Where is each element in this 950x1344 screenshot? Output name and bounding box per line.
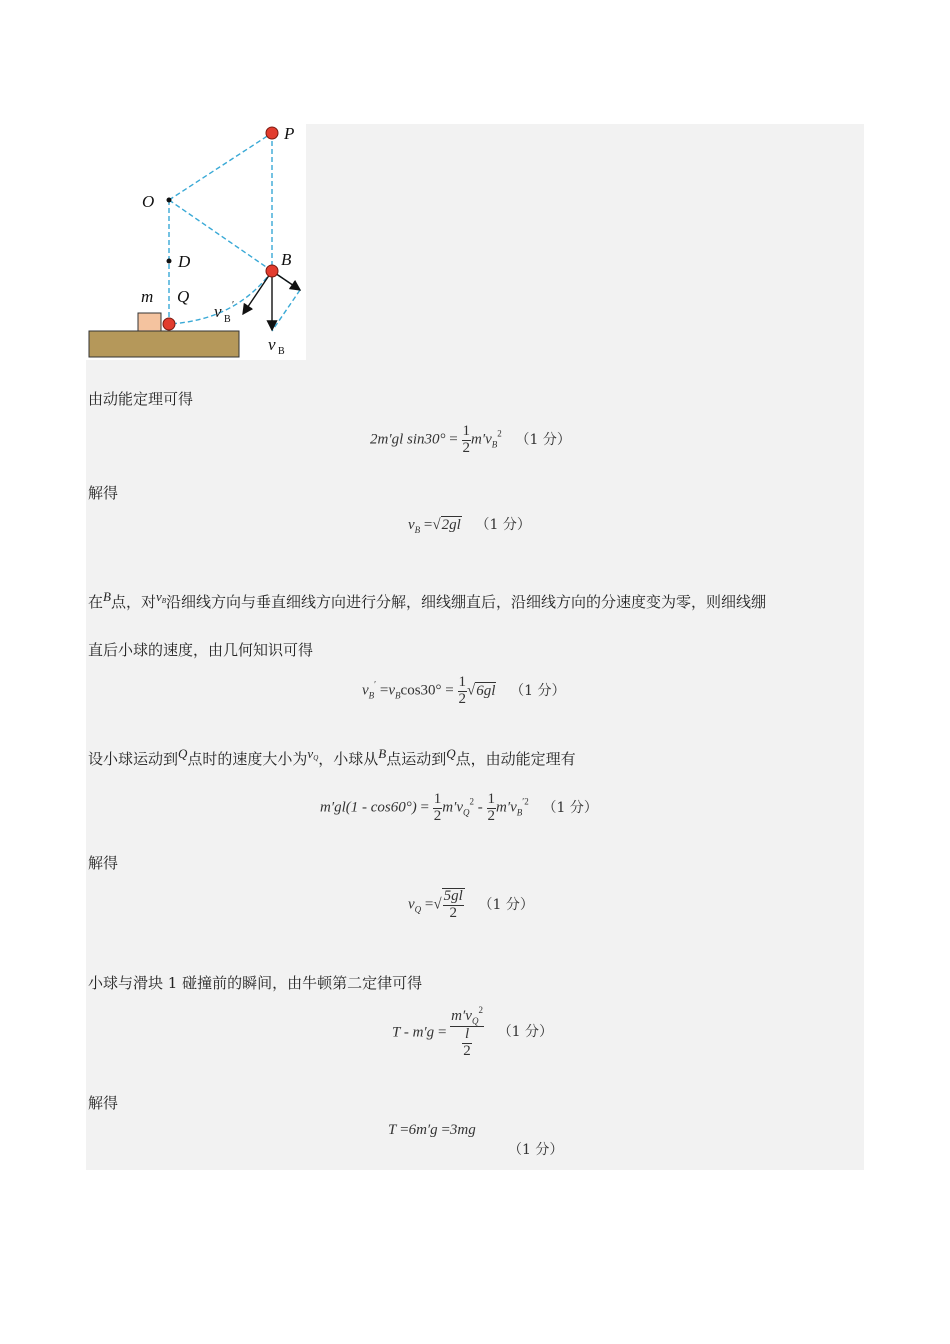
eq6-num-text: m′v [451,1008,472,1024]
equation-6 [392,1006,553,1060]
eq2-score: （1 分） [475,517,531,533]
eq1-rhs: m′v [471,431,492,448]
eq5-fraction [443,889,464,922]
ground-block [89,331,239,357]
eq1-fraction [462,424,472,457]
eq5-equals: = [424,896,434,913]
equation-5: $v_Q$ =√ $\frac{5gl}{2}$ （1 分） [408,888,534,921]
eq4-term2-sub: B [516,807,523,818]
equation-2: $v_B =√2gl$ （1 分） [408,517,531,535]
p5-part-a: 设小球运动到 [88,750,179,768]
label-Q: Q [177,287,190,306]
eq4-lhs: m′gl(1 - cos60°) [320,799,417,816]
eq4-term1: m′v [442,799,464,816]
dash-O-P [169,133,272,200]
slider-block-m [138,313,161,331]
eq3-fraction [458,675,468,708]
p3-symbol-vB [156,589,166,604]
eq3-den: 2 [458,690,466,707]
p3-part-a: 在 [88,593,104,611]
label-vB-prime-sub: B [224,314,231,325]
equation-7 [388,1122,476,1139]
eq4-den2: 2 [487,807,496,824]
equation-4 [320,792,598,825]
eq6-equals: = [437,1024,447,1041]
text-set-vQ [88,746,576,769]
p5-part-d: 点运动到 [386,750,447,768]
eq3-equals-1: = [379,682,389,699]
p3-symbol-v-sub: B [161,597,167,605]
eq6-num [450,1006,484,1027]
eq1-rhs-sup: 2 [497,428,502,439]
eq6-lhs: T - m′g [392,1024,435,1041]
eq2-equals: = [423,517,433,533]
point-D [167,259,172,264]
p3-symbol-v: v [155,589,162,604]
eq3-equals-2: = [445,682,454,699]
p5-symbol-B: B [378,746,387,761]
p3-part-c: 沿细线方向与垂直细线方向进行分解，细线绷直后，沿细线方向的分速度变为零，则细线绷 [166,593,767,611]
eq5-lhs: v [408,896,415,913]
eq7-equals-2: = [441,1122,450,1138]
eq4-num1: 1 [433,791,442,807]
p5-symbol-v: v [307,746,314,761]
text-kinetic-theorem-1: 由动能定理可得 [88,390,194,408]
eq3-mid-sub: B [395,690,401,701]
label-D: D [178,252,191,271]
label-vB: v [268,335,276,354]
text-geometry: 直后小球的速度，由几何知识可得 [88,641,314,659]
eq3-root: 6gl [476,682,496,699]
eq2-lhs-sub: B [414,525,421,535]
eq3-score: （1 分） [510,682,566,699]
label-P: P [284,124,295,143]
eq6-den-den: 2 [463,1043,471,1060]
eq1-den: 2 [462,439,471,456]
eq3-lhs-mark: ′ [374,679,377,690]
equation-1 [370,424,571,457]
eq2-root: 2gl [441,517,461,533]
eq5-score: （1 分） [478,896,534,913]
p5-part-c: ，小球从 [318,750,379,768]
label-vB-prime-mark: ′ [232,300,235,311]
eq7-rhs: 3mg [449,1122,476,1138]
equation-3: $v_B' =v_B\cos 30^\circ$ = $\frac{1}{2}$ √6gl （1 分） [362,674,566,707]
eq7-equals-1: = [400,1122,409,1138]
p5-part-e: 点，由动能定理有 [455,750,576,768]
eq4-num2: 1 [487,791,496,807]
arrow-vB-prime [243,271,272,314]
eq4-fraction-1 [433,792,443,825]
eq5-root [442,888,465,922]
eq6-fraction [450,1006,484,1060]
eq4-term1-sup: 2 [469,796,475,807]
text-solve-2: 解得 [88,854,119,872]
eq4-equals: = [420,799,429,816]
dash-parallelogram-2 [272,290,300,331]
eq3-num: 1 [458,674,466,690]
ball-B [266,265,278,277]
equation-7-score-wrap [498,1139,563,1159]
ball-P [266,127,278,139]
p3-symbol-B: B [103,589,111,604]
eq3-mid: v [388,682,396,699]
eq6-num-sub: Q [471,1016,479,1026]
label-m: m [141,287,154,306]
eq1-num: 1 [462,423,471,439]
eq3-lhs-sub: B [368,690,375,701]
eq1-score: （1 分） [515,431,571,448]
p5-symbol-v-sub: Q [313,754,319,762]
p5-symbol-Q2: Q [446,746,456,761]
label-vB-prime: v [214,302,222,321]
ball-Q [163,318,175,330]
eq5-den: 2 [449,904,457,921]
eq7-lhs: T [388,1122,397,1138]
eq4-fraction-2 [487,792,497,825]
eq1-rhs-sub: B [491,439,498,450]
p5-symbol-vQ [307,746,318,761]
eq1-lhs: 2m′gl sin30° [370,431,446,448]
eq4-minus: - [477,799,483,816]
label-vB-sub: B [278,346,285,357]
label-O: O [142,192,155,211]
text-solve-1: 解得 [88,484,119,502]
eq7-score: （1 分） [508,1142,564,1158]
eq6-score: （1 分） [497,1024,554,1041]
eq2-lhs: v [408,517,415,533]
p5-part-b: 点时的速度大小为 [187,750,308,768]
eq5-lhs-sub: Q [414,904,422,915]
label-B: B [281,250,292,269]
pendulum-figure [86,124,306,360]
text-decompose-velocity [88,589,766,612]
eq4-term2-sup: ′2 [522,796,529,807]
eq6-den [450,1027,484,1060]
eq3-cos: cos30° [400,682,442,699]
eq6-den-num: l [462,1027,472,1044]
eq4-score: （1 分） [542,799,598,816]
text-solve-3: 解得 [88,1094,119,1112]
eq7-mid: 6m′g [408,1122,438,1138]
eq4-den1: 2 [433,807,442,824]
point-O [167,198,172,203]
eq6-den-fraction [462,1027,472,1060]
eq3-lhs: v [362,682,369,699]
p5-symbol-Q: Q [178,746,188,761]
pendulum-diagram [86,124,306,360]
p3-part-b: 点，对 [110,593,156,611]
eq4-term2: m′v [496,799,517,816]
text-newton-second-law: 小球与滑块 1 碰撞前的瞬间，由牛顿第二定律可得 [88,974,423,992]
eq6-num-sup: 2 [478,1005,483,1015]
eq1-equals: = [449,431,458,448]
eq5-num: 5gl [443,888,463,904]
eq4-term1-sub: Q [463,807,470,818]
